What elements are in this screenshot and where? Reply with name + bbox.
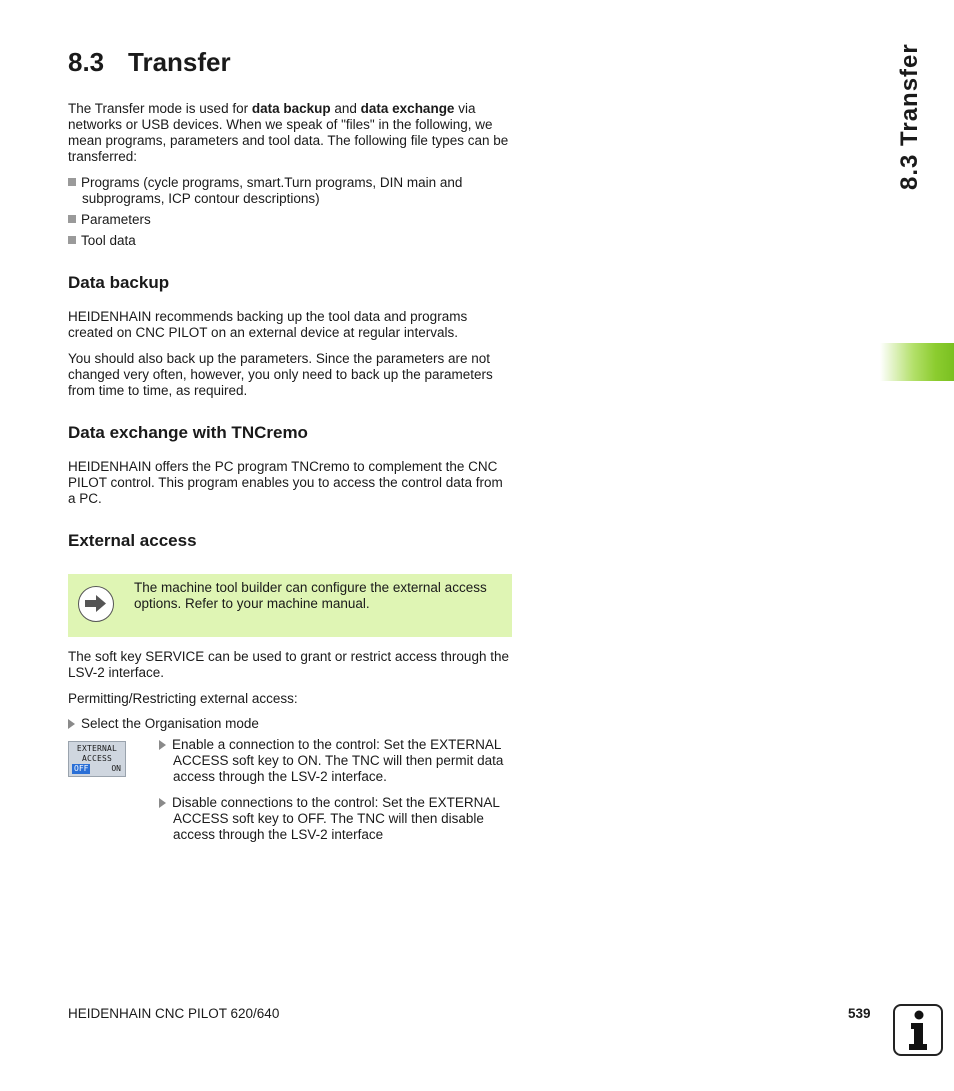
data-backup-heading: Data backup xyxy=(68,273,170,292)
intro-paragraph xyxy=(68,101,513,165)
square-bullet-icon xyxy=(68,236,76,244)
step-text: Disable connections to the control: Set the EXTERNAL ACCESS soft key to OFF. The TNC will then disable access through the LSV-2 interface xyxy=(172,795,500,842)
step-triangle-icon xyxy=(68,719,75,729)
external-access-heading: External access xyxy=(68,531,197,550)
data-backup-paragraph-2: You should also back up the parameters. Since the parameters are not changed very often, however, you only need to back up the parameters from time to time, as required. xyxy=(68,351,493,398)
info-icon xyxy=(893,1004,943,1056)
intro-text-2: and xyxy=(330,101,361,116)
page-title xyxy=(68,44,231,80)
intro-bold-2: data exchange xyxy=(360,101,455,116)
softkey-line-1: EXTERNAL xyxy=(76,744,118,753)
page-number: 539 xyxy=(848,1006,871,1021)
note-text: The machine tool builder can configure the external access options. Refer to your machine manual. xyxy=(134,580,487,611)
list-item-text: Parameters xyxy=(81,212,151,227)
step-text: Select the Organisation mode xyxy=(81,716,259,731)
softkey-line-2: ACCESS xyxy=(81,754,113,763)
data-exchange-heading: Data exchange with TNCremo xyxy=(68,423,308,442)
step-select-organisation xyxy=(68,716,259,732)
softkey-off-label: OFF xyxy=(74,764,89,773)
step-triangle-icon xyxy=(159,798,166,808)
list-item xyxy=(68,175,512,207)
square-bullet-icon xyxy=(68,178,76,186)
chapter-tab-marker xyxy=(880,343,954,381)
side-chapter-title: 8.3 Transfer xyxy=(896,43,923,190)
data-exchange-paragraph: HEIDENHAIN offers the PC program TNCremo to complement the CNC PILOT control. This program enables you to access the control data from a PC. xyxy=(68,459,503,506)
data-backup-paragraph-1: HEIDENHAIN recommends backing up the tool data and programs created on CNC PILOT on an external device at regular intervals. xyxy=(68,309,468,340)
intro-bold-1: data backup xyxy=(251,101,331,116)
softkey-on-label: ON xyxy=(111,764,121,773)
step-text: Enable a connection to the control: Set the EXTERNAL ACCESS soft key to ON. The TNC will then permit data access through the LSV-2 interface. xyxy=(172,737,504,784)
external-access-paragraph-2: Permitting/Restricting external access: xyxy=(68,691,298,706)
intro-text-1: The Transfer mode is used for xyxy=(68,101,252,116)
step-enable-connection xyxy=(159,737,527,785)
list-item-text: Tool data xyxy=(81,233,136,248)
step-disable-connection xyxy=(159,795,517,843)
square-bullet-icon xyxy=(68,215,76,223)
section-title: Transfer xyxy=(128,47,231,77)
external-access-paragraph-1: The soft key SERVICE can be used to grant or restrict access through the LSV-2 interface. xyxy=(68,649,509,680)
section-number: 8.3 xyxy=(68,47,105,77)
list-item xyxy=(68,212,512,228)
footer-product-name: HEIDENHAIN CNC PILOT 620/640 xyxy=(68,1006,280,1021)
list-item xyxy=(68,233,512,249)
list-item-text: Programs (cycle programs, smart.Turn programs, DIN main and subprograms, ICP contour descriptions) xyxy=(81,175,463,206)
arrow-right-icon xyxy=(78,586,114,622)
external-access-softkey xyxy=(68,741,126,777)
step-triangle-icon xyxy=(159,740,166,750)
intro-text-3: via networks or USB devices. When we speak of "files" in the following, we mean programs, parameters and tool data. The following file types can be transferred: xyxy=(68,101,509,164)
